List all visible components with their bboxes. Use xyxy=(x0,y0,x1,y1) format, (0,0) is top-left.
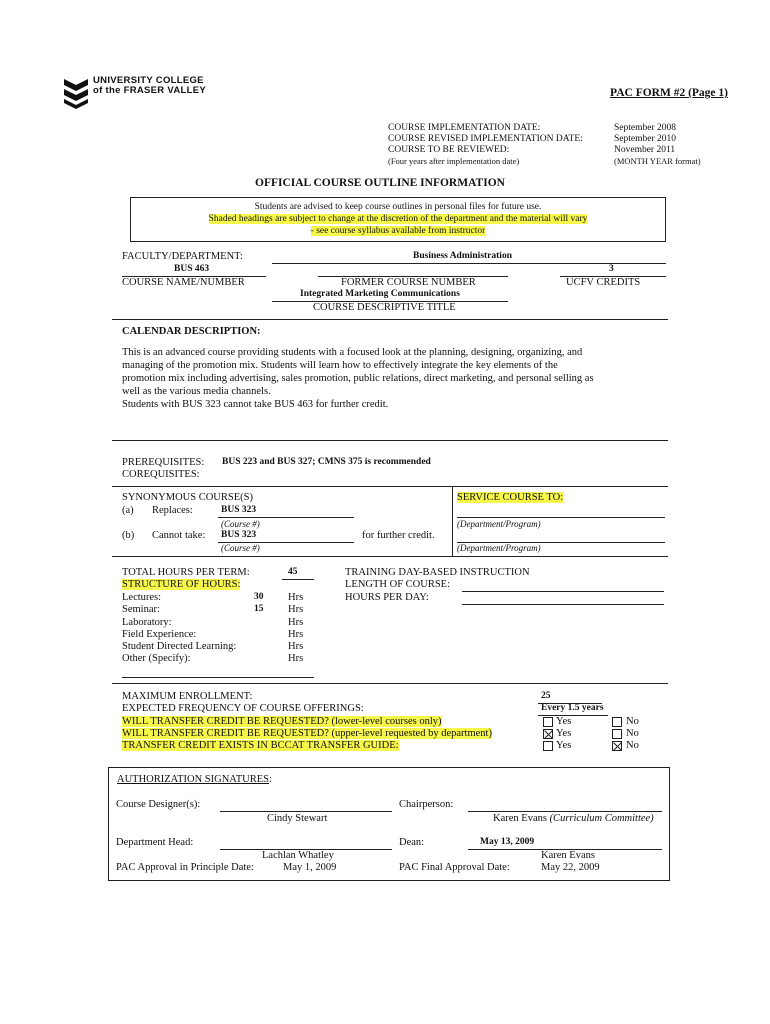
cannot-take-label: Cannot take: xyxy=(152,530,206,541)
lectures-value: 30 xyxy=(254,592,264,602)
replaces-underline xyxy=(218,517,354,518)
field-experience-unit: Hrs xyxy=(288,629,304,640)
max-enrollment-value: 25 xyxy=(541,691,551,701)
q3-no-checkbox[interactable] xyxy=(612,741,622,751)
dean-name: Karen Evans xyxy=(541,850,595,861)
chair-name-line: Karen Evans (Curriculum Committee) xyxy=(493,813,654,824)
per-day-label: HOURS PER DAY: xyxy=(345,592,429,603)
impl-date-value: September 2008 xyxy=(614,123,677,133)
chair-label: Chairperson: xyxy=(399,799,454,810)
prerequisites-label: PREREQUISITES: xyxy=(122,457,205,468)
calendar-line-4: well as the various media channels. xyxy=(122,386,271,397)
prerequisites-value: BUS 223 and BUS 327; CMNS 375 is recommended xyxy=(222,457,431,467)
q2-no-checkbox[interactable] xyxy=(612,729,622,739)
q2-yes-checkbox[interactable] xyxy=(543,729,553,739)
sdl-unit: Hrs xyxy=(288,641,304,652)
hours-bottom-line xyxy=(122,677,314,678)
replaces-label: Replaces: xyxy=(152,505,193,516)
synonymous-label: SYNONYMOUS COURSE(S) xyxy=(122,492,253,503)
impl-date-label: COURSE IMPLEMENTATION DATE: xyxy=(388,123,541,133)
cannot-take-marker: (b) xyxy=(122,530,135,541)
length-label: LENGTH OF COURSE: xyxy=(345,579,451,590)
pac-principle-label: PAC Approval in Principle Date: xyxy=(116,862,254,873)
cannot-take-value: BUS 323 xyxy=(221,530,257,540)
q3-yes-checkbox[interactable] xyxy=(543,741,553,751)
lectures-unit: Hrs xyxy=(288,592,304,603)
former-course-label: FORMER COURSE NUMBER xyxy=(341,277,476,288)
credits-value: 3 xyxy=(609,264,614,274)
notice-line-3: - see course syllabus available from instructor xyxy=(310,226,486,236)
designer-name: Cindy Stewart xyxy=(267,813,328,824)
logo-line-2: of the FRASER VALLEY xyxy=(93,85,206,96)
course-hint-a: (Course #) xyxy=(221,519,260,529)
course-number-value: BUS 463 xyxy=(174,264,210,274)
calendar-line-2: managing of the promotion mix. Students will learn how to effectively integrate the key elements of the xyxy=(122,360,558,371)
service-course-label: SERVICE COURSE TO: xyxy=(457,492,564,503)
q1-no-label: No xyxy=(626,716,639,727)
authorization-heading: AUTHORIZATION SIGNATURES: xyxy=(117,774,272,785)
max-enrollment-label: MAXIMUM ENROLLMENT: xyxy=(122,691,253,702)
other-label: Other (Specify): xyxy=(122,653,191,664)
further-credit-text: for further credit. xyxy=(362,530,435,541)
other-unit: Hrs xyxy=(288,653,304,664)
calendar-line-5: Students with BUS 323 cannot take BUS 463 for further credit. xyxy=(122,399,389,410)
laboratory-label: Laboratory: xyxy=(122,617,172,628)
dept-hint-2: (Department/Program) xyxy=(457,543,541,553)
q2-yes-label: Yes xyxy=(556,728,572,739)
course-name-label: COURSE NAME/NUMBER xyxy=(122,277,245,288)
training-label: TRAINING DAY-BASED INSTRUCTION xyxy=(345,567,530,578)
dean-label: Dean: xyxy=(399,837,425,848)
hours-divider xyxy=(112,556,668,557)
structure-label: STRUCTURE OF HOURS: xyxy=(122,579,241,590)
total-hours-label: TOTAL HOURS PER TERM: xyxy=(122,567,250,578)
faculty-value: Business Administration xyxy=(413,251,512,261)
chair-signature-line[interactable] xyxy=(468,811,662,812)
designer-signature-line[interactable] xyxy=(220,811,392,812)
dept-head-name: Lachlan Whatley xyxy=(262,850,334,861)
total-hours-underline xyxy=(282,579,314,580)
designer-label: Course Designer(s): xyxy=(116,799,201,810)
pac-principle-value: May 1, 2009 xyxy=(283,862,337,873)
sdl-label: Student Directed Learning: xyxy=(122,641,237,652)
synonymous-divider xyxy=(112,486,668,487)
dept-hint-1: (Department/Program) xyxy=(457,519,541,529)
q1-no-checkbox[interactable] xyxy=(612,717,622,727)
total-hours-value: 45 xyxy=(288,567,298,577)
dean-date: May 13, 2009 xyxy=(480,837,535,847)
pac-final-label: PAC Final Approval Date: xyxy=(399,862,510,873)
seminar-unit: Hrs xyxy=(288,604,304,615)
transfer-q1-label: WILL TRANSFER CREDIT BE REQUESTED? (lower-level courses only) xyxy=(122,716,442,727)
q1-yes-checkbox[interactable] xyxy=(543,717,553,727)
faculty-label: FACULTY/DEPARTMENT: xyxy=(122,251,243,262)
q3-no-label: No xyxy=(626,740,639,751)
course-hint-b: (Course #) xyxy=(221,543,260,553)
service-underline-1 xyxy=(457,517,665,518)
dept-head-label: Department Head: xyxy=(116,837,194,848)
q3-yes-label: Yes xyxy=(556,740,572,751)
outline-heading: OFFICIAL COURSE OUTLINE INFORMATION xyxy=(255,177,505,189)
laboratory-unit: Hrs xyxy=(288,617,304,628)
frequency-label: EXPECTED FREQUENCY OF COURSE OFFERINGS: xyxy=(122,703,364,714)
field-experience-label: Field Experience: xyxy=(122,629,197,640)
enrollment-divider xyxy=(112,683,668,684)
calendar-line-1: This is an advanced course providing students with a focused look at the planning, designing, organizing, and xyxy=(122,347,583,358)
frequency-value: Every 1.5 years xyxy=(541,703,604,713)
credits-label: UCFV CREDITS xyxy=(566,277,641,288)
calendar-label: CALENDAR DESCRIPTION: xyxy=(122,326,261,337)
logo-line-1: UNIVERSITY COLLEGE xyxy=(93,75,204,86)
faculty-underline xyxy=(272,263,666,264)
review-date-label: COURSE TO BE REVIEWED: xyxy=(388,145,510,155)
prereq-divider xyxy=(112,440,668,441)
seminar-value: 15 xyxy=(254,604,264,614)
seminar-label: Seminar: xyxy=(122,604,160,615)
transfer-q3-label: TRANSFER CREDIT EXISTS IN BCCAT TRANSFER GUIDE: xyxy=(122,740,399,751)
format-note: (MONTH YEAR format) xyxy=(614,156,701,166)
service-divider xyxy=(452,486,453,556)
review-date-value: November 2011 xyxy=(614,145,676,155)
replaces-marker: (a) xyxy=(122,505,134,516)
frequency-underline xyxy=(538,715,608,716)
calendar-divider xyxy=(112,319,668,320)
replaces-value: BUS 323 xyxy=(221,505,257,515)
revised-date-value: September 2010 xyxy=(614,134,677,144)
per-day-underline xyxy=(462,604,664,605)
course-title-value: Integrated Marketing Communications xyxy=(300,289,460,299)
revised-date-label: COURSE REVISED IMPLEMENTATION DATE: xyxy=(388,134,583,144)
ufv-logo-mark-icon xyxy=(62,77,90,109)
length-underline xyxy=(462,591,664,592)
notice-line-1: Students are advised to keep course outlines in personal files for future use. xyxy=(254,202,542,212)
pac-final-value: May 22, 2009 xyxy=(541,862,600,873)
corequisites-label: COREQUISITES: xyxy=(122,469,200,480)
lectures-label: Lectures: xyxy=(122,592,162,603)
q1-yes-label: Yes xyxy=(556,716,572,727)
calendar-line-3: promotion mix including advertising, sales promotion, public relations, direct marketing, and personal selling as xyxy=(122,373,594,384)
form-title: PAC FORM #2 (Page 1) xyxy=(610,87,728,99)
q2-no-label: No xyxy=(626,728,639,739)
course-title-label: COURSE DESCRIPTIVE TITLE xyxy=(313,302,456,313)
transfer-q2-label: WILL TRANSFER CREDIT BE REQUESTED? (upper-level requested by department) xyxy=(122,728,492,739)
review-note: (Four years after implementation date) xyxy=(388,156,520,166)
notice-line-2: Shaded headings are subject to change at the discretion of the department and the material will vary xyxy=(208,214,588,224)
